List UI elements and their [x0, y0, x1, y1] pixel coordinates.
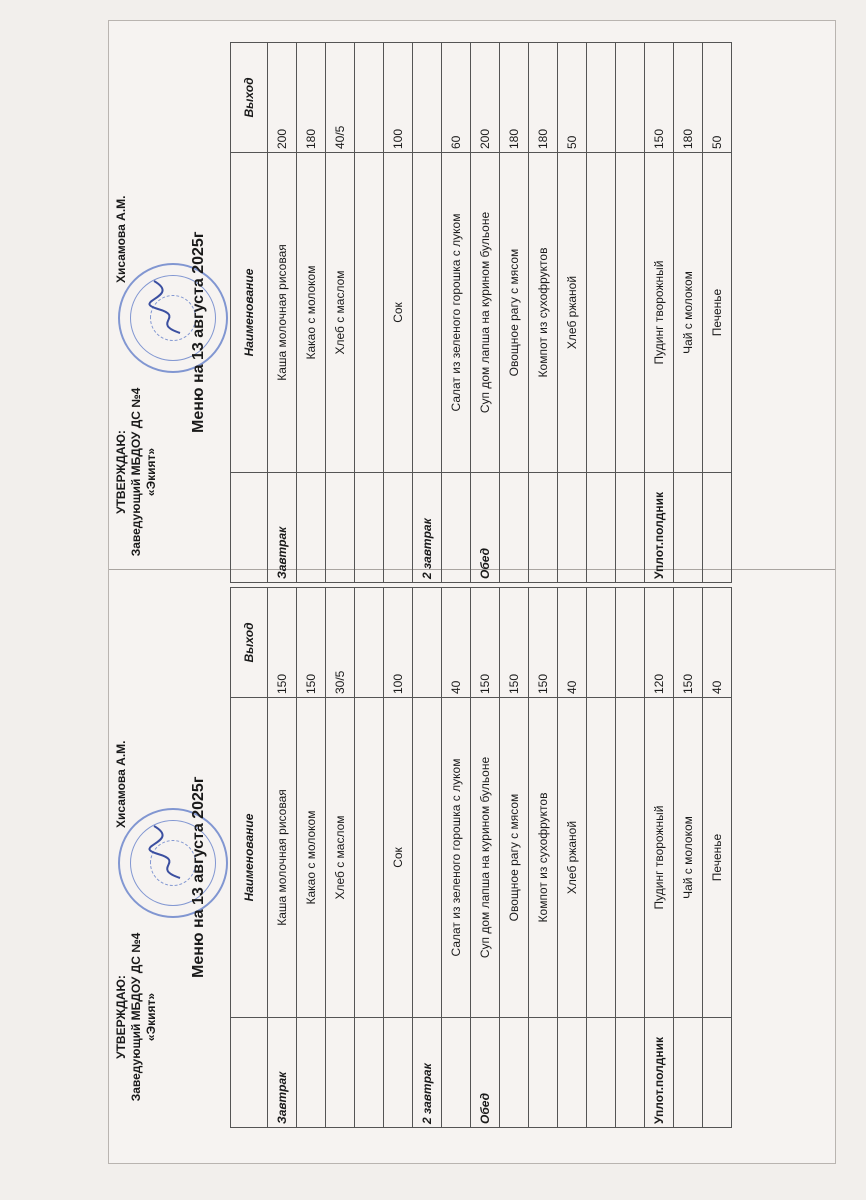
dish-name-cell [355, 153, 384, 473]
dish-name-cell: Салат из зеленого горошка с луком [442, 153, 471, 473]
dish-name-cell: Чай с молоком [674, 153, 703, 473]
meal-cell [355, 1018, 384, 1128]
dish-name-cell: Каша молочная рисовая [268, 698, 297, 1018]
output-cell [413, 588, 442, 698]
output-cell: 150 [500, 588, 529, 698]
output-cell: 200 [471, 43, 500, 153]
meal-cell [616, 1018, 645, 1128]
meal-cell [384, 473, 413, 583]
output-cell: 180 [297, 43, 326, 153]
menu-header [108, 43, 223, 583]
rotated-menu-top [108, 43, 828, 583]
dish-name-cell: Чай с молоком [674, 698, 703, 1018]
signature-icon [146, 277, 190, 337]
approve-line: Заведующий МБДОУ ДС №4 [129, 387, 143, 557]
menu-table [230, 587, 732, 1128]
table-row [355, 588, 384, 1128]
dish-name-cell: Пудинг творожный [645, 698, 674, 1018]
output-cell: 50 [558, 43, 587, 153]
dish-name-cell: Сок [384, 698, 413, 1018]
table-row [645, 43, 674, 583]
output-cell: 180 [500, 43, 529, 153]
meal-cell: 2 завтрак [413, 1018, 442, 1128]
table-header-row [231, 588, 268, 1128]
dish-name-cell: Салат из зеленого горошка с луком [442, 698, 471, 1018]
table-row [529, 588, 558, 1128]
table-row [587, 43, 616, 583]
approve-line: Заведующий МБДОУ ДС №4 [129, 932, 143, 1102]
dish-name-cell [616, 698, 645, 1018]
meal-column-header [231, 473, 268, 583]
meal-cell [500, 473, 529, 583]
output-cell [413, 43, 442, 153]
output-cell: 50 [703, 43, 732, 153]
page-title: Меню на 13 августа 2025г [190, 776, 207, 978]
dish-name-cell [355, 698, 384, 1018]
output-column-header: Выход [231, 588, 268, 698]
output-cell: 150 [645, 43, 674, 153]
dish-name-cell: Компот из сухофруктов [529, 153, 558, 473]
table-row [297, 43, 326, 583]
meal-cell [558, 473, 587, 583]
dish-name-cell: Хлеб ржаной [558, 153, 587, 473]
table-row [674, 43, 703, 583]
table-row [326, 43, 355, 583]
table-row [413, 588, 442, 1128]
meal-cell [616, 473, 645, 583]
dish-name-cell [587, 698, 616, 1018]
table-row [413, 43, 442, 583]
dish-name-cell [587, 153, 616, 473]
table-row [384, 588, 413, 1128]
approve-line: УТВЕРЖДАЮ: [114, 975, 128, 1059]
signature-icon [146, 822, 190, 882]
dish-name-cell: Пудинг творожный [645, 153, 674, 473]
table-row [529, 43, 558, 583]
output-cell: 200 [268, 43, 297, 153]
table-row [616, 588, 645, 1128]
output-cell: 180 [529, 43, 558, 153]
table-row [616, 43, 645, 583]
table-row [297, 588, 326, 1128]
table-row [587, 588, 616, 1128]
output-cell: 40 [558, 588, 587, 698]
table-row [471, 588, 500, 1128]
output-cell [587, 588, 616, 698]
output-cell: 150 [471, 588, 500, 698]
output-cell: 40/5 [326, 43, 355, 153]
dish-name-cell: Хлеб с маслом [326, 698, 355, 1018]
dish-name-cell: Компот из сухофруктов [529, 698, 558, 1018]
rotated-menu-bottom [108, 588, 828, 1128]
meal-cell [703, 473, 732, 583]
menu-table [230, 42, 732, 583]
table-row [558, 43, 587, 583]
dish-name-cell: Хлеб ржаной [558, 698, 587, 1018]
signer-name: Хисамова А.М. [114, 740, 128, 828]
meal-cell [587, 1018, 616, 1128]
table-row [384, 43, 413, 583]
meal-cell [587, 473, 616, 583]
meal-cell [529, 1018, 558, 1128]
dish-name-cell [413, 153, 442, 473]
meal-cell [297, 1018, 326, 1128]
meal-cell [674, 473, 703, 583]
output-column-header: Выход [231, 43, 268, 153]
output-cell [355, 588, 384, 698]
table-row [645, 588, 674, 1128]
meal-cell [326, 473, 355, 583]
table-row [703, 43, 732, 583]
document-sheet [108, 20, 836, 1164]
table-row [674, 588, 703, 1128]
output-cell: 100 [384, 588, 413, 698]
meal-cell [558, 1018, 587, 1128]
output-cell: 40 [703, 588, 732, 698]
dish-name-cell: Какао с молоком [297, 153, 326, 473]
meal-cell: Завтрак [268, 1018, 297, 1128]
output-cell: 180 [674, 43, 703, 153]
table-row [500, 588, 529, 1128]
table-row [355, 43, 384, 583]
table-row [442, 588, 471, 1128]
output-cell [355, 43, 384, 153]
meal-cell [355, 473, 384, 583]
meal-cell: 2 завтрак [413, 473, 442, 583]
meal-cell [529, 473, 558, 583]
name-column-header: Наименование [231, 698, 268, 1018]
table-row [268, 588, 297, 1128]
dish-name-cell: Сок [384, 153, 413, 473]
table-row [268, 43, 297, 583]
meal-cell [326, 1018, 355, 1128]
dish-name-cell: Печенье [703, 153, 732, 473]
output-cell: 150 [268, 588, 297, 698]
meal-cell: Завтрак [268, 473, 297, 583]
table-header-row [231, 43, 268, 583]
output-cell [616, 588, 645, 698]
output-cell: 150 [297, 588, 326, 698]
dish-name-cell: Суп дом лапша на курином бульоне [471, 698, 500, 1018]
dish-name-cell: Суп дом лапша на курином бульоне [471, 153, 500, 473]
meal-cell: Обед [471, 1018, 500, 1128]
table-row [703, 588, 732, 1128]
dish-name-cell: Овощное рагу с мясом [500, 698, 529, 1018]
dish-name-cell: Овощное рагу с мясом [500, 153, 529, 473]
meal-cell [674, 1018, 703, 1128]
approve-line: УТВЕРЖДАЮ: [114, 430, 128, 514]
meal-cell [500, 1018, 529, 1128]
output-cell: 150 [529, 588, 558, 698]
table-row [442, 43, 471, 583]
table-row [500, 43, 529, 583]
dish-name-cell [413, 698, 442, 1018]
meal-cell [442, 1018, 471, 1128]
output-cell: 100 [384, 43, 413, 153]
output-cell: 40 [442, 588, 471, 698]
approve-line: «Экият» [144, 992, 158, 1042]
approval-block [114, 912, 159, 1122]
meal-cell [703, 1018, 732, 1128]
meal-cell: Уплот.полдник [645, 1018, 674, 1128]
dish-name-cell: Хлеб с маслом [326, 153, 355, 473]
approve-line: «Экият» [144, 447, 158, 497]
page-title: Меню на 13 августа 2025г [190, 231, 207, 433]
meal-cell [442, 473, 471, 583]
table-row [326, 588, 355, 1128]
meal-cell: Обед [471, 473, 500, 583]
dish-name-cell [616, 153, 645, 473]
dish-name-cell: Какао с молоком [297, 698, 326, 1018]
output-cell [616, 43, 645, 153]
dish-name-cell: Печенье [703, 698, 732, 1018]
dish-name-cell: Каша молочная рисовая [268, 153, 297, 473]
output-cell: 60 [442, 43, 471, 153]
name-column-header: Наименование [231, 153, 268, 473]
output-cell: 150 [674, 588, 703, 698]
meal-cell: Уплот.полдник [645, 473, 674, 583]
output-cell [587, 43, 616, 153]
output-cell: 120 [645, 588, 674, 698]
menu-header [108, 588, 223, 1128]
meal-cell [384, 1018, 413, 1128]
output-cell: 30/5 [326, 588, 355, 698]
meal-column-header [231, 1018, 268, 1128]
approval-block [114, 367, 159, 577]
table-row [471, 43, 500, 583]
signer-name: Хисамова А.М. [114, 195, 128, 283]
meal-cell [297, 473, 326, 583]
table-row [558, 588, 587, 1128]
